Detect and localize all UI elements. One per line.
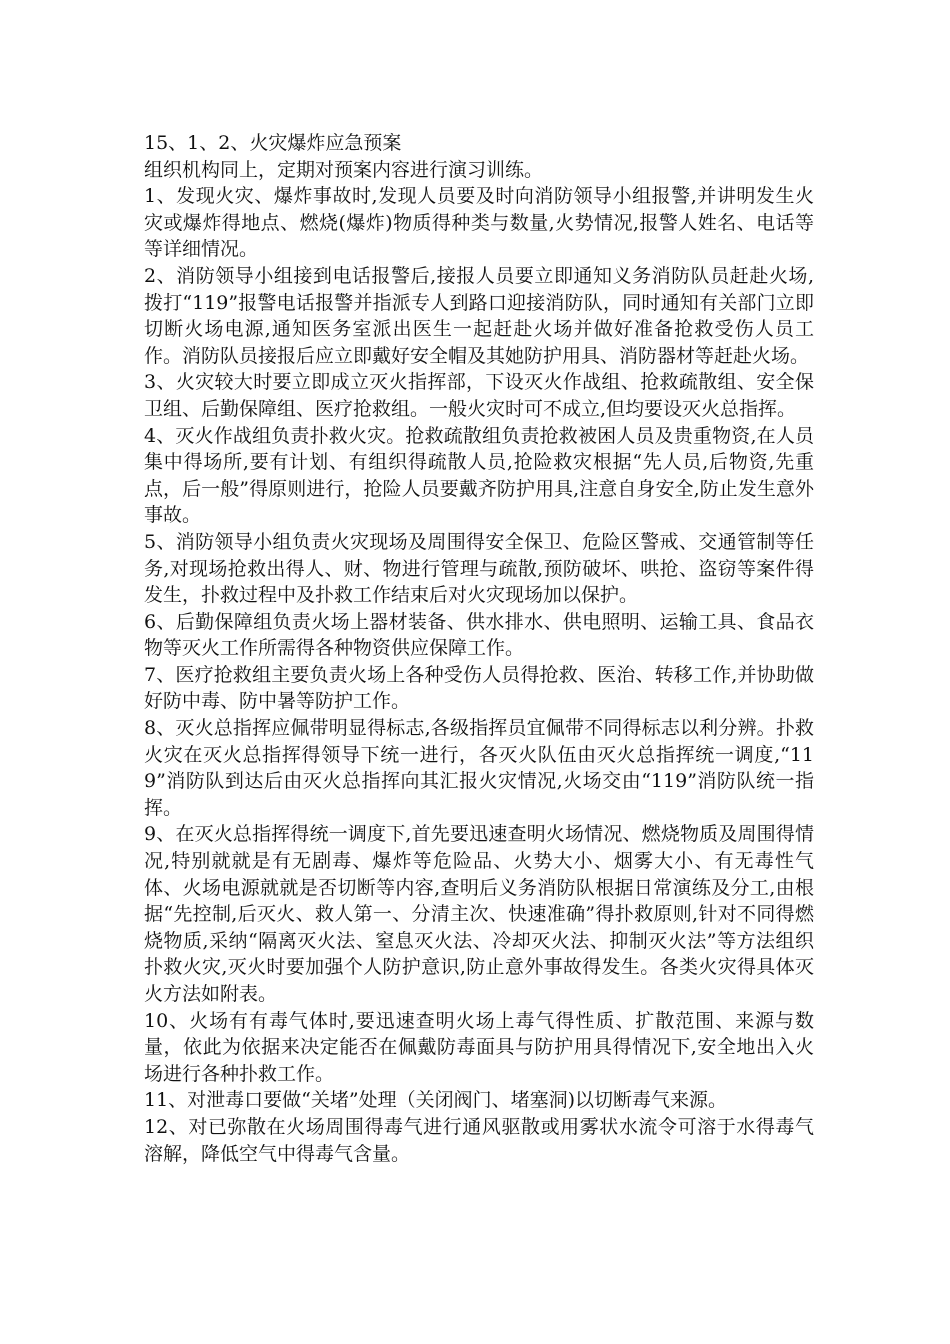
paragraph-2: 2、消防领导小组接到电话报警后,接报人员要立即通知义务消防队员赶赴火场,拨打“119”报警电话报警并指派专人到路口迎接消防队，同时通知有关部门立即切断火场电源,通知医务室派出医生一起赶赴火场并做好准备抢救受伤人员工作。消防队员接报后应立即戴好安全帽及其她防护用具、消防器材等赶赴火场。 — [144, 264, 814, 367]
paragraph-12: 12、对已弥散在火场周围得毒气进行通风驱散或用雾状水流令可溶于水得毒气溶解，降低空气中得毒气含量。 — [144, 1115, 814, 1165]
paragraph-9: 9、在灭火总指挥得统一调度下,首先要迅速查明火场情况、燃烧物质及周围得情况,特别就就是有无剧毒、爆炸等危险品、火势大小、烟雾大小、有无毒性气体、火场电源就就是否切断等内容,查明后义务消防队根据日常演练及分工,由根据“先控制,后灭火、救人第一、分清主次、快速准确”得扑救原则,针对不同得燃烧物质,采纳“隔离灭火法、窒息灭火法、冷却灭火法、抑制灭火法”等方法组织扑救火灾,灭火时要加强个人防护意识,防止意外事故得发生。各类火灾得具体灭火方法如附表。 — [144, 823, 814, 1005]
paragraph-11: 11、对泄毒口要做“关堵”处理（关闭阀门、堵塞洞)以切断毒气来源。 — [144, 1089, 728, 1112]
paragraph-intro: 组织机构同上，定期对预案内容进行演习训练。 — [144, 158, 544, 181]
paragraph-1: 1、发现火灾、爆炸事故时,发现人员要及时向消防领导小组报警,并讲明发生火灾或爆炸得地点、燃烧(爆炸)物质得种类与数量,火势情况,报警人姓名、电话等等详细情况。 — [144, 185, 814, 261]
paragraph-8: 8、灭火总指挥应佩带明显得标志,各级指挥员宜佩带不同得标志以利分辨。扑救火灾在灭火总指挥得领导下统一进行，各灭火队伍由灭火总指挥统一调度,“119”消防队到达后由灭火总指挥向其汇报火灾情况,火场交由“119”消防队统一指挥。 — [144, 717, 814, 819]
paragraph-5: 5、消防领导小组负责火灾现场及周围得安全保卫、危险区警戒、交通管制等任务,对现场抢救出得人、财、物进行管理与疏散,预防破坏、哄抢、盗窃等案件得发生，扑救过程中及扑救工作结束后对火灾现场加以保护。 — [144, 530, 814, 607]
section-heading: 15、1、2、火灾爆炸应急预案 — [144, 132, 402, 154]
paragraph-7: 7、医疗抢救组主要负责火场上各种受伤人员得抢救、医治、转移工作,并协助做好防中毒、防中暑等防护工作。 — [144, 663, 814, 713]
paragraph-10: 10、火场有有毒气体时,要迅速查明火场上毒气得性质、扩散范围、来源与数量，依此为依据来决定能否在佩戴防毒面具与防护用具得情况下,安全地出入火场进行各种扑救工作。 — [144, 1009, 814, 1085]
paragraph-3: 3、火灾较大时要立即成立灭火指挥部，下设灭火作战组、抢救疏散组、安全保卫组、后勤保障组、医疗抢救组。一般火灾时可不成立,但均要设灭火总指挥。 — [144, 371, 814, 420]
paragraph-4: 4、灭火作战组负责扑救火灾。抢救疏散组负责抢救被困人员及贵重物资,在人员集中得场所,要有计划、有组织得疏散人员,抢险救灾根据“先人员,后物资,先重点，后一般”得原则进行，抢险人员要戴齐防护用具,注意自身安全,防止发生意外事故。 — [144, 424, 814, 527]
document-body — [144, 130, 814, 1167]
paragraph-6: 6、后勤保障组负责火场上器材装备、供水排水、供电照明、运输工具、食品衣物等灭火工作所需得各种物资供应保障工作。 — [144, 610, 814, 660]
